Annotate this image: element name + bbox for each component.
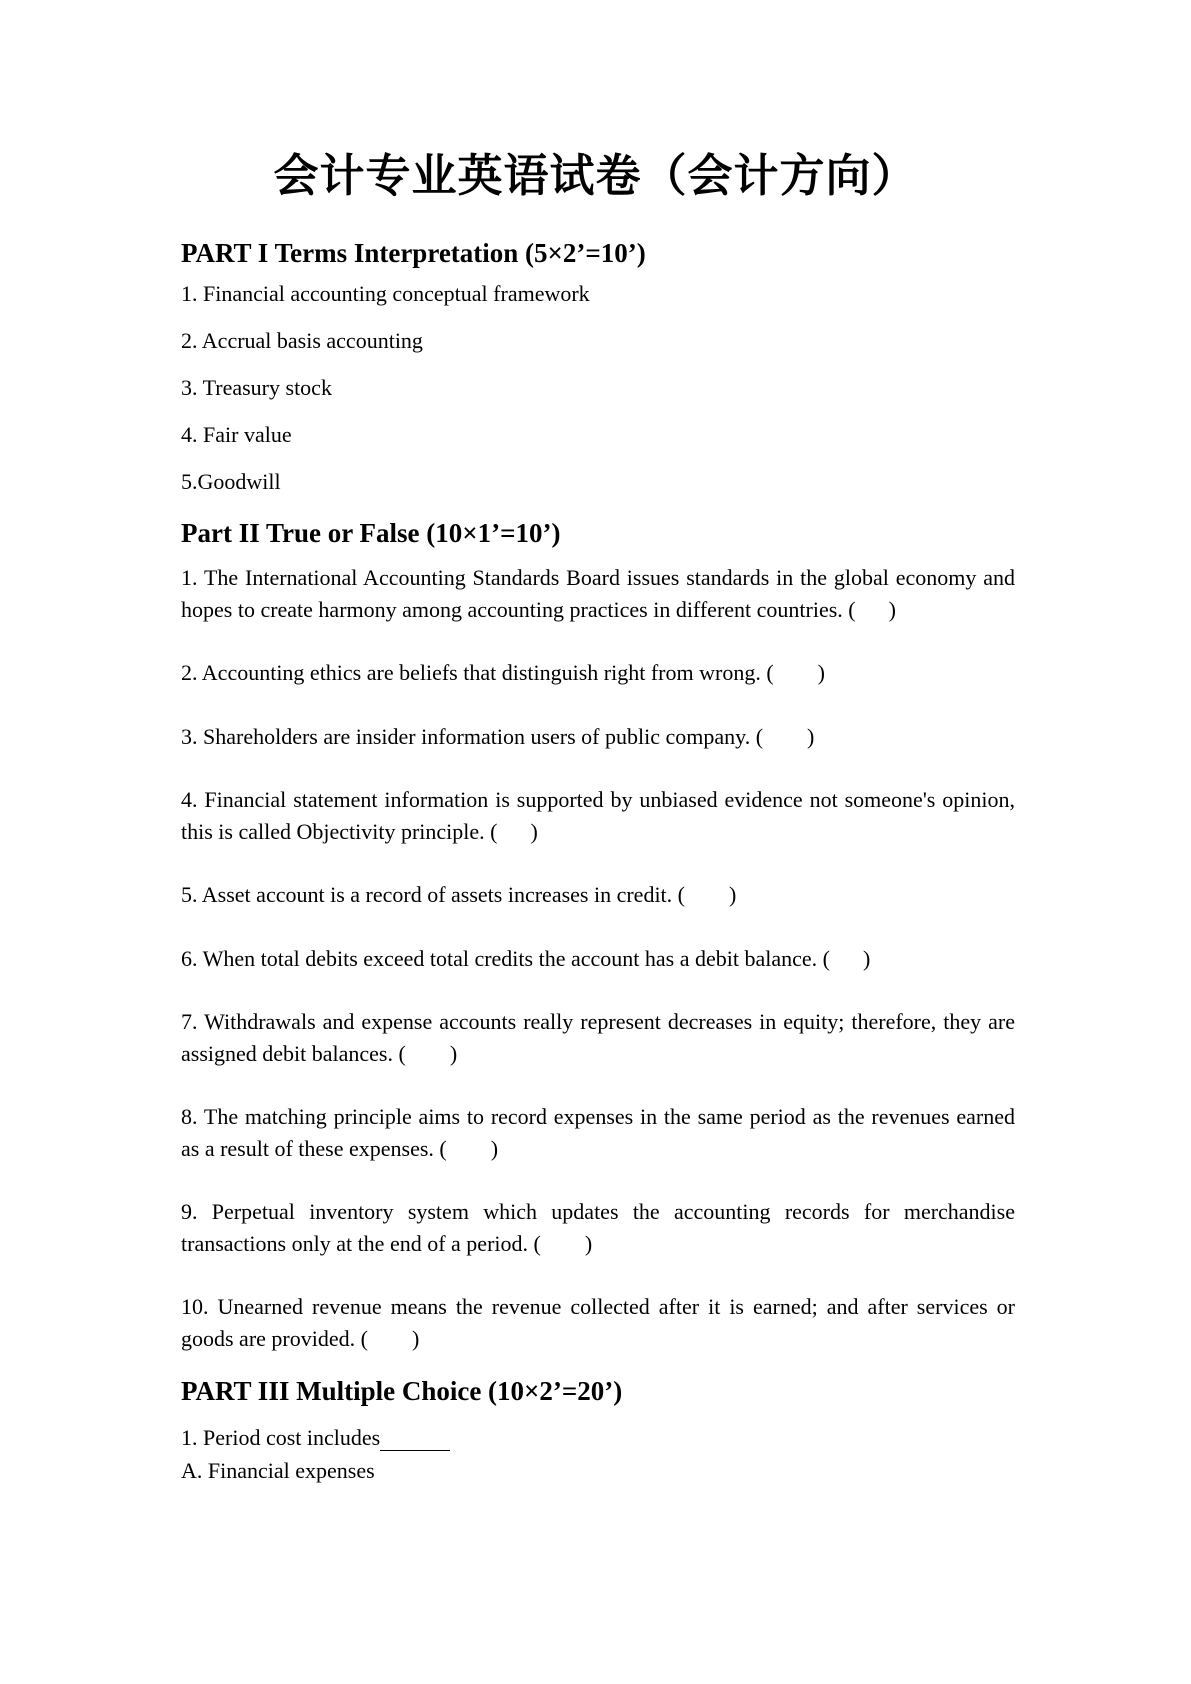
true-false-question xyxy=(181,784,1015,847)
question-text: 7. Withdrawals and expense accounts really represent decreases in equity; therefore, they are assigned debit balances. xyxy=(181,1009,1015,1066)
option-a: A. Financial expenses xyxy=(181,1457,375,1483)
question-text: 8. The matching principle aims to record expenses in the same period as the revenues earned as a result of these expenses. xyxy=(181,1104,1015,1161)
question-text: 5. Asset account is a record of assets increases in credit. xyxy=(181,882,673,907)
answer-parentheses: ( ) xyxy=(817,945,871,971)
question-text: 10. Unearned revenue means the revenue collected after it is earned; and after services or goods are provided. xyxy=(181,1294,1015,1351)
question-text: 3. Shareholders are insider information users of public company. xyxy=(181,723,751,749)
answer-parentheses: ( ) xyxy=(393,1040,458,1066)
answer-parentheses: ( ) xyxy=(484,818,538,844)
true-false-question xyxy=(181,879,1015,911)
answer-blank xyxy=(380,1418,450,1451)
answer-parentheses: ( ) xyxy=(672,882,737,907)
answer-parentheses: ( ) xyxy=(842,596,896,622)
answer-parentheses: ( ) xyxy=(760,660,825,685)
part1-term-list xyxy=(181,280,1015,496)
true-false-question xyxy=(181,943,1015,975)
multiple-choice-question xyxy=(181,1422,1015,1486)
answer-parentheses: ( ) xyxy=(433,1135,499,1161)
term-item: 4. Fair value xyxy=(181,422,292,447)
question-text: 2. Accounting ethics are beliefs that distinguish right from wrong. xyxy=(181,660,761,685)
true-false-question xyxy=(181,1196,1015,1259)
true-false-question xyxy=(181,721,1015,753)
question-stem xyxy=(181,1422,1015,1455)
true-false-question xyxy=(181,1101,1015,1164)
true-false-question xyxy=(181,562,1015,625)
answer-parentheses: ( ) xyxy=(750,723,815,749)
part2-question-list xyxy=(181,562,1015,1354)
answer-parentheses: ( ) xyxy=(355,1325,420,1351)
question-text: 1. The International Accounting Standards Board issues standards in the global economy and hopes to create harmony among accounting practices in different countries. xyxy=(181,565,1015,622)
true-false-question xyxy=(181,657,1015,689)
document-title: 会计专业英语试卷（会计方向） xyxy=(273,149,918,202)
term-item: 1. Financial accounting conceptual framework xyxy=(181,281,590,306)
term-item: 5.Goodwill xyxy=(181,469,281,494)
question-text: 6. When total debits exceed total credits the account has a debit balance. xyxy=(181,945,818,971)
exam-content xyxy=(181,236,1015,1486)
question-text: 4. Financial statement information is supported by unbiased evidence not someone's opinion, this is called Objectivity principle. xyxy=(181,787,1015,844)
question-text: 9. Perpetual inventory system which updates the accounting records for merchandise transactions only at the end of a period. xyxy=(181,1199,1015,1256)
part2-heading: Part II True or False (10×1’=10’) xyxy=(181,518,561,548)
answer-parentheses: ( ) xyxy=(528,1230,593,1256)
question-text: 1. Period cost includes xyxy=(181,1425,381,1450)
part3-heading: PART III Multiple Choice (10×2’=20’) xyxy=(181,1376,623,1406)
term-item: 2. Accrual basis accounting xyxy=(181,328,423,353)
term-item: 3. Treasury stock xyxy=(181,375,332,400)
true-false-question xyxy=(181,1006,1015,1069)
true-false-question xyxy=(181,1291,1015,1354)
part1-heading: PART I Terms Interpretation (5×2’=10’) xyxy=(181,238,646,268)
